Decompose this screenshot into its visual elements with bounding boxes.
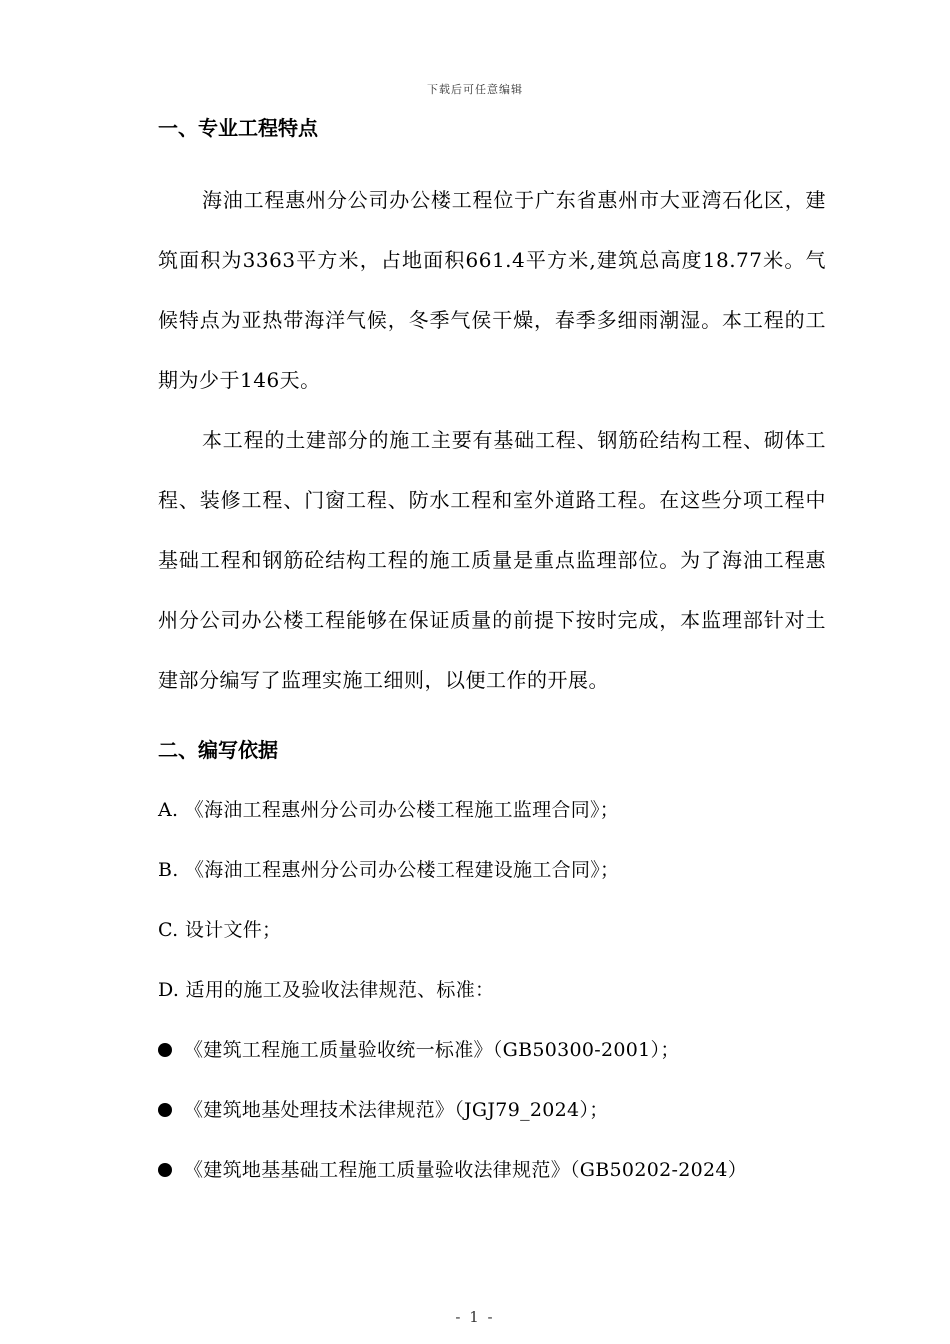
page-header: 下载后可任意编辑 (427, 83, 523, 96)
standard-item (158, 1020, 826, 1080)
section-2-title: 二、编写依据 (158, 738, 278, 762)
basis-list (158, 780, 826, 1020)
basis-item-a: A. 《海油工程惠州分公司办公楼工程施工监理合同》； (158, 799, 620, 821)
document-body (158, 110, 826, 1200)
page-number: - 1 - (455, 1308, 495, 1326)
section-1-paragraph-2: 本工程的土建部分的施工主要有基础工程、钢筋砼结构工程、砌体工程、装修工程、门窗工程、防水工程和室外道路工程。在这些分项工程中基础工程和钢筋砼结构工程的施工质量是重点监理部位。为了海油工程惠州分公司办公楼工程能够在保证质量的前提下按时完成，本监理部针对土建部分编写了监理实施工细则，以便工作的开展。 (158, 428, 826, 692)
standard-item (158, 1140, 826, 1200)
section-1-title: 一、专业工程特点 (158, 116, 318, 140)
standard-item (158, 1080, 826, 1140)
bullet-icon (158, 1043, 172, 1057)
standard-item-text: 《建筑地基处理技术法律规范》（JGJ79_2024）； (184, 1099, 609, 1121)
section-1-paragraph-1: 海油工程惠州分公司办公楼工程位于广东省惠州市大亚湾石化区，建筑面积为3363平方米，占地面积661.4平方米,建筑总高度18.77米。气候特点为亚热带海洋气候，冬季气侯干燥，春季多细雨潮湿。本工程的工期为少于146天。 (158, 188, 826, 392)
bullet-icon (158, 1163, 172, 1177)
standard-item-text: 《建筑地基基础工程施工质量验收法律规范》（GB50202-2024） (184, 1159, 748, 1181)
basis-item-c: C. 设计文件； (158, 919, 282, 941)
standard-item-text: 《建筑工程施工质量验收统一标准》（GB50300-2001）； (184, 1039, 680, 1061)
basis-item-b: B. 《海油工程惠州分公司办公楼工程建设施工合同》； (158, 859, 620, 881)
bullet-icon (158, 1103, 172, 1117)
standards-list (158, 1020, 826, 1200)
basis-item-d: D. 适用的施工及验收法律规范、标准： (158, 979, 495, 1001)
